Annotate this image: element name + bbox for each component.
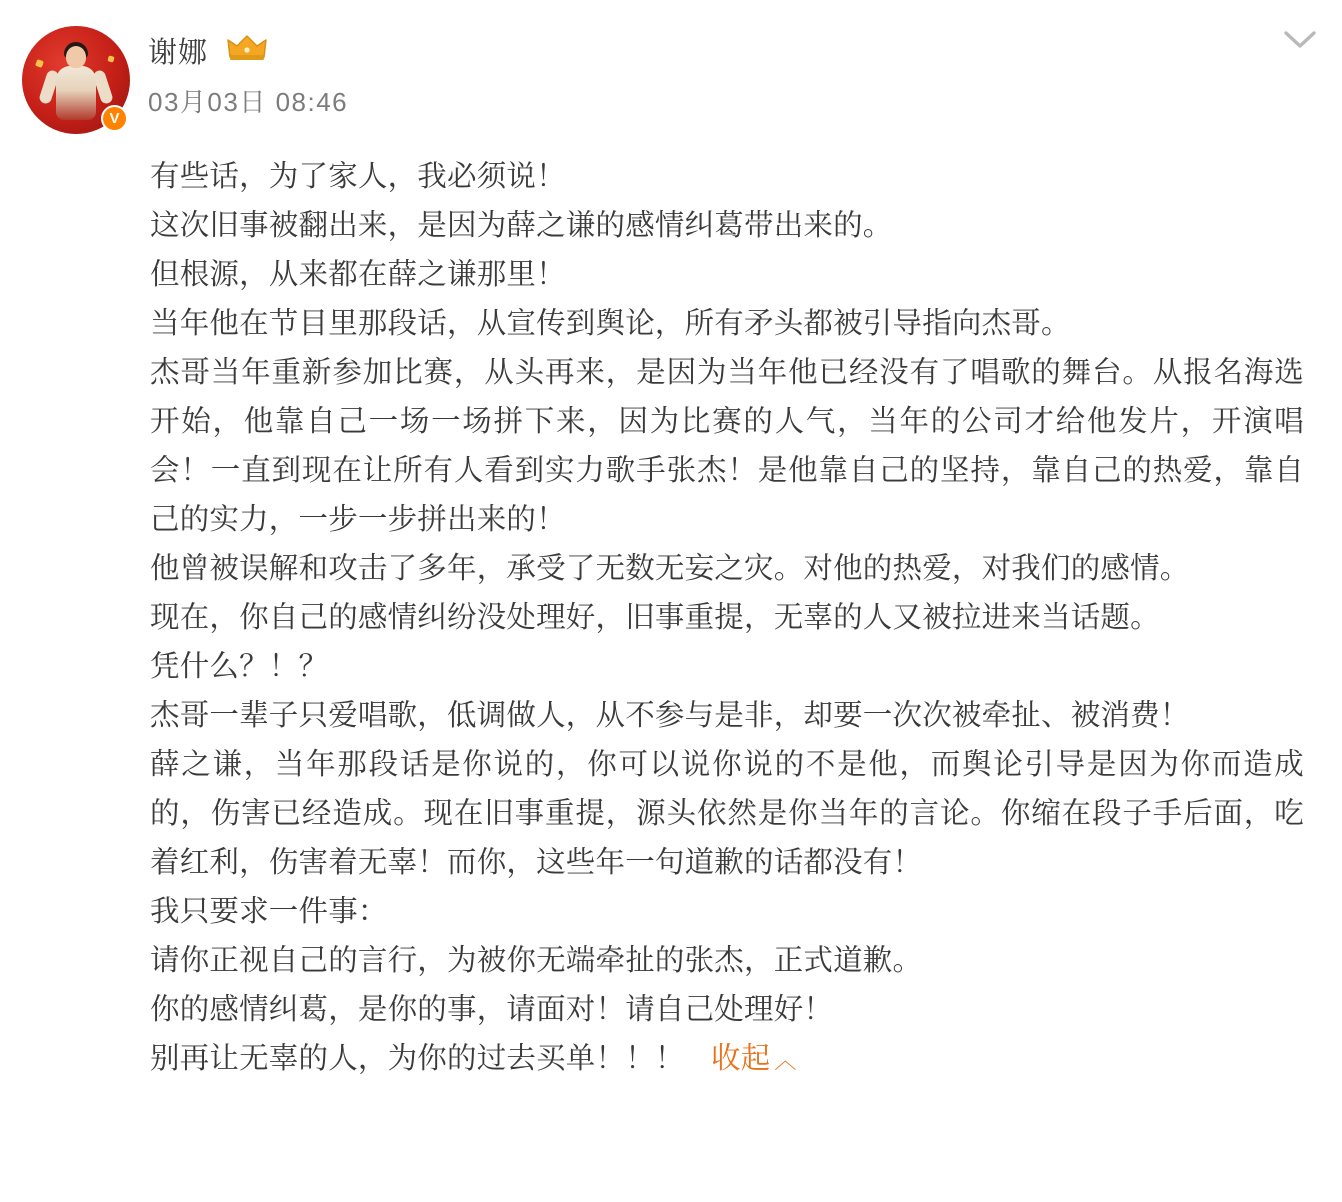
author-block bbox=[148, 22, 348, 119]
post-paragraph: 他曾被误解和攻击了多年，承受了无数无妄之灾。对他的热爱，对我们的感情。 bbox=[150, 552, 1190, 585]
post-last-line bbox=[150, 1034, 1304, 1085]
post-paragraph: 请你正视自己的言行，为被你无端牵扯的张杰，正式道歉。 bbox=[150, 944, 923, 977]
avatar[interactable] bbox=[22, 26, 130, 134]
post-paragraph: 有些话，为了家人，我必须说！ bbox=[150, 160, 566, 193]
collapse-button[interactable] bbox=[711, 1042, 797, 1075]
crown-icon bbox=[226, 33, 268, 68]
post-paragraph: 杰哥当年重新参加比赛，从头再来，是因为当年他已经没有了唱歌的舞台。从报名海选开始，他靠自己一场一场拼下来，因为比赛的人气，当年的公司才给他发片，开演唱会！一直到现在让所有人看到实力歌手张杰！是他靠自己的坚持，靠自己的热爱，靠自己的实力，一步一步拼出来的！ bbox=[150, 356, 1304, 536]
post-header bbox=[22, 22, 1312, 134]
post-paragraph: 但根源，从来都在薛之谦那里！ bbox=[150, 258, 566, 291]
verified-v-icon: V bbox=[101, 105, 128, 132]
author-name[interactable]: 谢娜 bbox=[148, 36, 209, 69]
post-paragraph: 薛之谦，当年那段话是你说的，你可以说你说的不是他，而舆论引导是因为你而造成的，伤害已经造成。现在旧事重提，源头依然是你当年的言论。你缩在段子手后面，吃着红利，伤害着无辜！而你，这些年一句道歉的话都没有！ bbox=[150, 748, 1304, 879]
post-paragraph: 我只要求一件事： bbox=[150, 895, 388, 928]
collapse-label: 收起 bbox=[711, 1042, 771, 1075]
chevron-down-icon[interactable] bbox=[1280, 24, 1320, 54]
caret-up-icon: ︿ bbox=[774, 1048, 797, 1073]
post-paragraph: 现在，你自己的感情纠纷没处理好，旧事重提，无辜的人又被拉进来当话题。 bbox=[150, 601, 1160, 634]
post-paragraph: 当年他在节目里那段话，从宣传到舆论，所有矛头都被引导指向杰哥。 bbox=[150, 307, 1071, 340]
post-last-line-text: 别再让无辜的人，为你的过去买单！！！ bbox=[150, 1042, 685, 1075]
post-timestamp: 03月03日 08:46 bbox=[148, 87, 349, 117]
author-name-row bbox=[148, 32, 348, 68]
post-paragraph: 杰哥一辈子只爱唱歌，低调做人，从不参与是非，却要一次次被牵扯、被消费！ bbox=[150, 699, 1190, 732]
post-paragraph: 凭什么？！？ bbox=[150, 650, 329, 683]
post-paragraph: 这次旧事被翻出来，是因为薛之谦的感情纠葛带出来的。 bbox=[150, 209, 893, 242]
post-body bbox=[150, 152, 1304, 1085]
post-paragraph: 你的感情纠葛，是你的事，请面对！请自己处理好！ bbox=[150, 993, 834, 1026]
